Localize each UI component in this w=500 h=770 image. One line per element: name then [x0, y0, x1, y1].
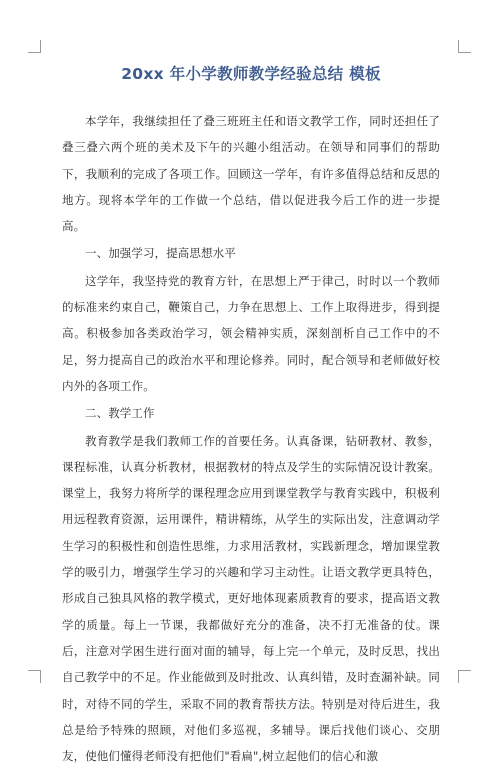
crop-mark-top-right — [458, 40, 471, 53]
intro-paragraph: 本学年，我继续担任了叠三班班主任和语文教学工作，同时还担任了叠三叠六两个班的美术及下午的兴趣小组活动。在领导和同事们的帮助下，我顺利的完成了各项工作。回顾这一学年，有许多值得总结和反思的地方。现将本学年的工作做一个总结，借以促进我今后工作的进一步提高。 — [62, 114, 440, 234]
study-paragraph: 这学年，我坚持党的教育方针，在思想上严于律己，时时以一个教师的标准来约束自己，鞭策自己，力争在思想上、工作上取得进步，得到提高。积极参加各类政治学习，领会精神实质，深刻剖析自己工作中的不足，努力提高自己的政治水平和理论修养。同时，配合领导和老师做好校内外的各项工作。 — [62, 273, 440, 393]
crop-mark-top-left — [28, 40, 41, 53]
crop-mark-bottom-right — [458, 670, 471, 683]
section-heading-study: 一、加强学习，提高思想水平 — [85, 246, 236, 261]
crop-mark-bottom-left — [28, 670, 41, 683]
section-heading-teaching: 二、教学工作 — [85, 406, 155, 421]
document-title: 20xx 年小学教师教学经验总结 模板 — [121, 65, 381, 83]
teaching-paragraph: 教育教学是我们教师工作的首要任务。认真备课，钻研教材、教参，课程标准，认真分析教材，根据教材的特点及学生的实际情况设计教案。课堂上，我努力将所学的课程理念应用到课堂教学与教育实践中，积极利用远程教育资源，运用课件，精讲精练，从学生的实际出发，注意调动学生学习的积极性和创造性思维，力求用活教材，实践新理念，增加课堂教学的吸引力，增强学生学习的兴趣和学习主动性。让语文教学更具特色，形成自己独具风格的教学模式，更好地体现素质教育的要求，提高语文教学的质量。每上一节课，我都做好充分的准备，决不打无准备的仗。课后，注意对学困生进行面对面的辅导，每上完一个单元，及时反思，找出自己教学中的不足。作业能做到及时批改、认真纠错，及时查漏补缺。同时，对待不同的学生，采取不同的教育帮扶方法。特别是对待后进生，我总是给予特殊的照顾，对他们多巡视，多辅导。课后找他们谈心、交朋友，使他们懂得老师没有把他们"看扁",树立起他们的信心和激 — [62, 433, 440, 764]
document-body — [62, 108, 440, 769]
document-page — [62, 58, 440, 770]
